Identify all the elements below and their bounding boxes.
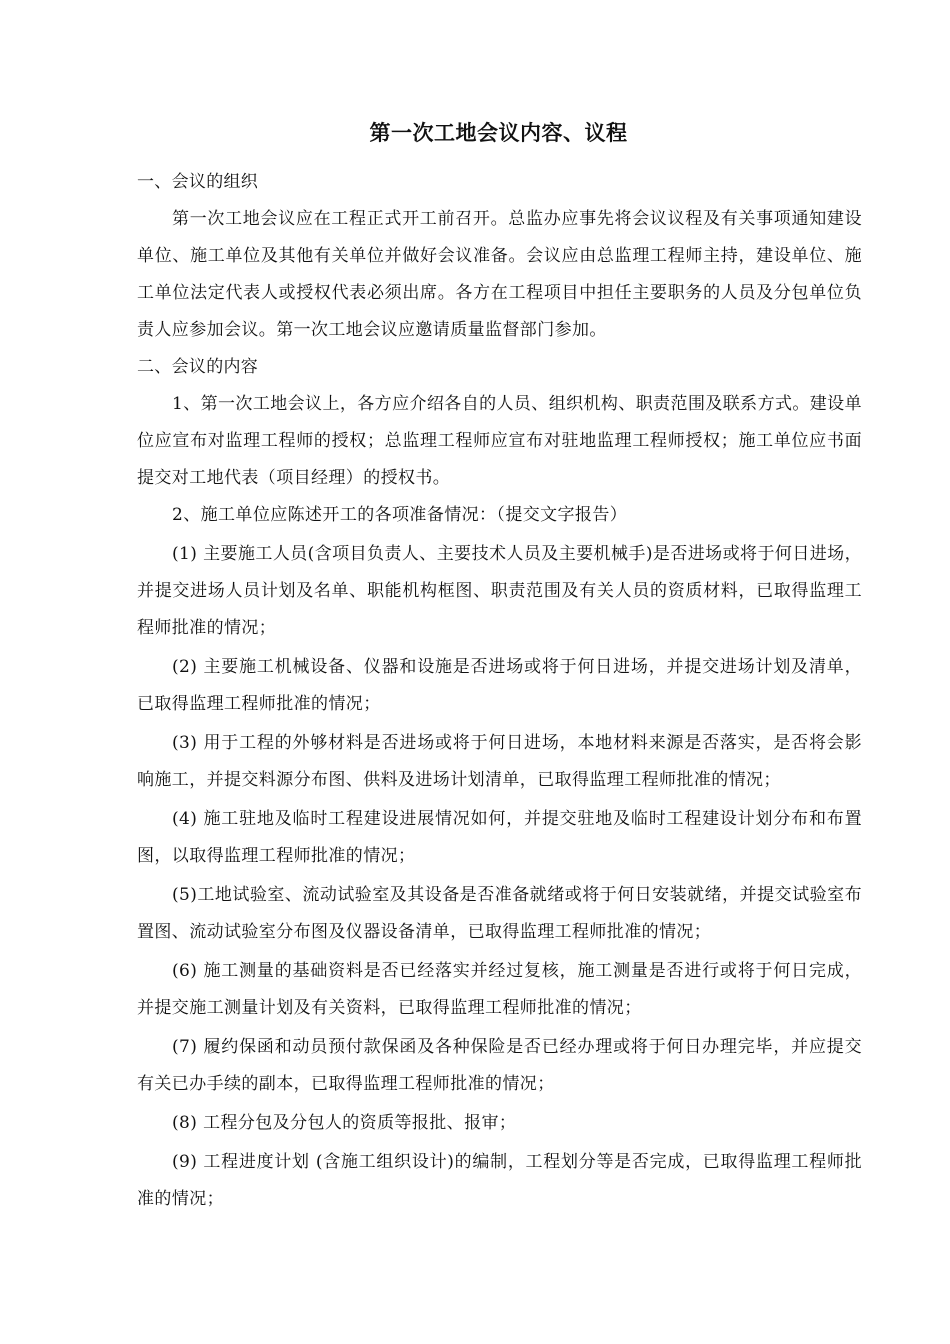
section-organization: [137, 164, 862, 349]
section-content: [137, 349, 862, 1218]
list-item: (8) 工程分包及分包人的资质等报批、报审；: [172, 1113, 517, 1133]
paragraph: 2、施工单位应陈述开工的各项准备情况：（提交文字报告）: [172, 505, 628, 525]
paragraph: 1、第一次工地会议上，各方应介绍各自的人员、组织机构、职责范围及联系方式。建设单位应宣布对监理工程师的授权；总监理工程师应宣布对驻地监理工程师授权；施工单位应书面提交对工地代表（项目经理）的授权书。: [137, 394, 862, 488]
list-item: (7) 履约保函和动员预付款保函及各种保险是否已经办理或将于何日办理完毕，并应提交有关已办手续的副本，已取得监理工程师批准的情况；: [137, 1037, 862, 1094]
list-item: (2) 主要施工机械设备、仪器和设施是否进场或将于何日进场，并提交进场计划及清单，已取得监理工程师批准的情况；: [137, 657, 862, 714]
list-item: (1) 主要施工人员(含项目负责人、主要技术人员及主要机械手)是否进场或将于何日进场，并提交进场人员计划及名单、职能机构框图、职责范围及有关人员的资质材料，已取得监理工程师批准的情况；: [137, 544, 862, 638]
list-item: (5)工地试验室、流动试验室及其设备是否准备就绪或将于何日安装就绪，并提交试验室布置图、流动试验室分布图及仪器设备清单，已取得监理工程师批准的情况；: [137, 885, 862, 942]
list-item: (3) 用于工程的外够材料是否进场或将于何日进场，本地材料来源是否落实，是否将会影响施工，并提交料源分布图、供料及进场计划清单，已取得监理工程师批准的情况；: [137, 733, 862, 790]
paragraph: 第一次工地会议应在工程正式开工前召开。总监办应事先将会议议程及有关事项通知建设单位、施工单位及其他有关单位并做好会议准备。会议应由总监理工程师主持，建设单位、施工单位法定代表人或授权代表必须出席。各方在工程项目中担任主要职务的人员及分包单位负责人应参加会议。第一次工地会议应邀请质量监督部门参加。: [137, 209, 862, 340]
list-item: (4) 施工驻地及临时工程建设进展情况如何，并提交驻地及临时工程建设计划分布和布置图，以取得监理工程师批准的情况；: [137, 809, 862, 866]
section-heading: 二、会议的内容: [137, 357, 259, 377]
list-item: (6) 施工测量的基础资料是否已经落实并经过复核，施工测量是否进行或将于何日完成，并提交施工测量计划及有关资料，已取得监理工程师批准的情况；: [137, 961, 862, 1018]
section-heading: 一、会议的组织: [137, 172, 259, 192]
document-title: 第一次工地会议内容、议程: [369, 120, 628, 145]
list-item: (9) 工程进度计划 (含施工组织设计)的编制，工程划分等是否完成，已取得监理工程师批准的情况；: [137, 1152, 862, 1209]
